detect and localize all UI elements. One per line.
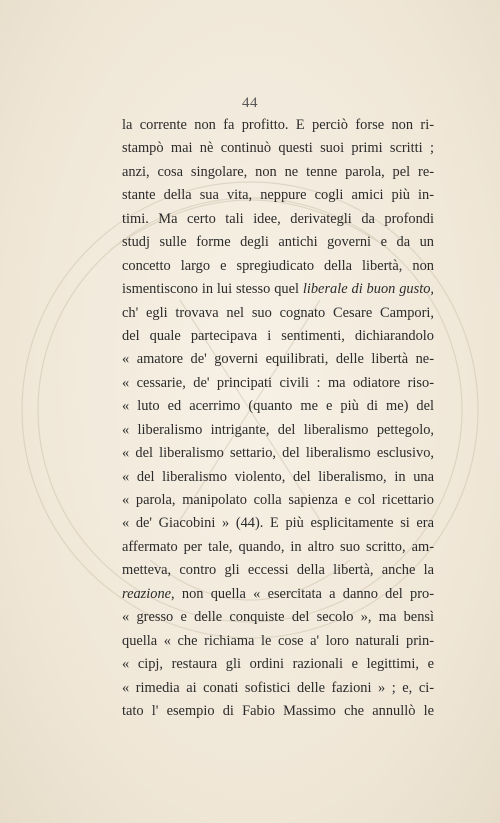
text-segment: del quale partecipava i sentimenti, dichiarandolo [122, 327, 434, 344]
italic-phrase: liberale di buon gusto, [302, 281, 434, 298]
text-segment: « liberalismo intrigante, del liberalismo pettegolo, [122, 421, 434, 438]
text-line [122, 512, 434, 535]
body-text [122, 114, 434, 723]
italic-phrase: reazione [122, 585, 172, 602]
text-line [122, 278, 434, 301]
text-line [122, 559, 434, 582]
text-line [122, 442, 434, 465]
text-line [122, 161, 434, 184]
text-segment: studj sulle forme degli antichi governi e da un [122, 234, 434, 251]
text-segment: « del liberalismo violento, del liberalismo, in una [122, 468, 434, 485]
text-line [122, 700, 434, 723]
text-segment: ch' egli trovava nel suo cognato Cesare Campori, [122, 304, 434, 321]
text-segment: stante della sua vita, neppure cogli amici più in- [122, 187, 434, 204]
text-line [122, 255, 434, 278]
text-line [122, 372, 434, 395]
text-segment: ismentiscono in lui stesso quel [122, 281, 303, 298]
text-segment: « cessarie, de' principati civili : ma odiatore riso- [122, 374, 434, 391]
text-line [122, 536, 434, 559]
text-line [122, 395, 434, 418]
text-segment: affermato per tale, quando, in altro suo scritto, am- [122, 538, 434, 555]
text-segment: « gresso e delle conquiste del secolo », ma bensì [122, 609, 434, 626]
text-line [122, 231, 434, 254]
text-segment: quella « che richiama le cose a' loro naturali prin- [122, 632, 434, 649]
text-segment: « de' Giacobini » (44). E più esplicitamente si era [122, 515, 434, 532]
text-segment: « luto ed acerrimo (quanto me e più di me) del [122, 398, 434, 415]
text-line [122, 489, 434, 512]
text-segment: « parola, manipolato colla sapienza e col ricettario [122, 492, 434, 508]
text-line [122, 606, 434, 629]
text-segment: stampò mai nè continuò questi suoi primi scritti ; [122, 140, 434, 157]
text-segment: , non quella « esercitata a danno del pro- [171, 585, 434, 602]
text-segment: concetto largo e spregiudicato della libertà, non [122, 257, 434, 274]
text-segment: anzi, cosa singolare, non ne tenne parola, pel re- [122, 163, 434, 180]
text-line [122, 302, 434, 325]
text-line [122, 184, 434, 207]
page-number: 44 [242, 95, 258, 111]
text-line [122, 466, 434, 489]
text-line [122, 325, 434, 348]
text-segment: la corrente non fa profitto. E perciò forse non ri- [122, 117, 434, 133]
text-segment: « amatore de' governi equilibrati, delle libertà ne- [122, 351, 434, 368]
text-line [122, 114, 434, 137]
text-line [122, 677, 434, 700]
text-line [122, 348, 434, 371]
text-segment: timi. Ma certo tali idee, derivategli da profondi [122, 210, 434, 227]
text-segment: tato l' esempio di Fabio Massimo che annullò le [122, 702, 434, 719]
text-segment: « cipj, restaura gli ordini razionali e legittimi, e [122, 656, 434, 673]
text-line [122, 137, 434, 160]
text-segment: metteva, contro gli eccessi della libertà, anche la [122, 562, 434, 579]
text-segment: « rimedia ai conati sofistici delle fazioni » ; e, ci- [122, 679, 434, 696]
text-line [122, 583, 434, 606]
text-line [122, 419, 434, 442]
text-line [122, 208, 434, 231]
text-segment: « del liberalismo settario, del liberalismo esclusivo, [122, 445, 434, 462]
text-line [122, 630, 434, 653]
text-line [122, 653, 434, 676]
